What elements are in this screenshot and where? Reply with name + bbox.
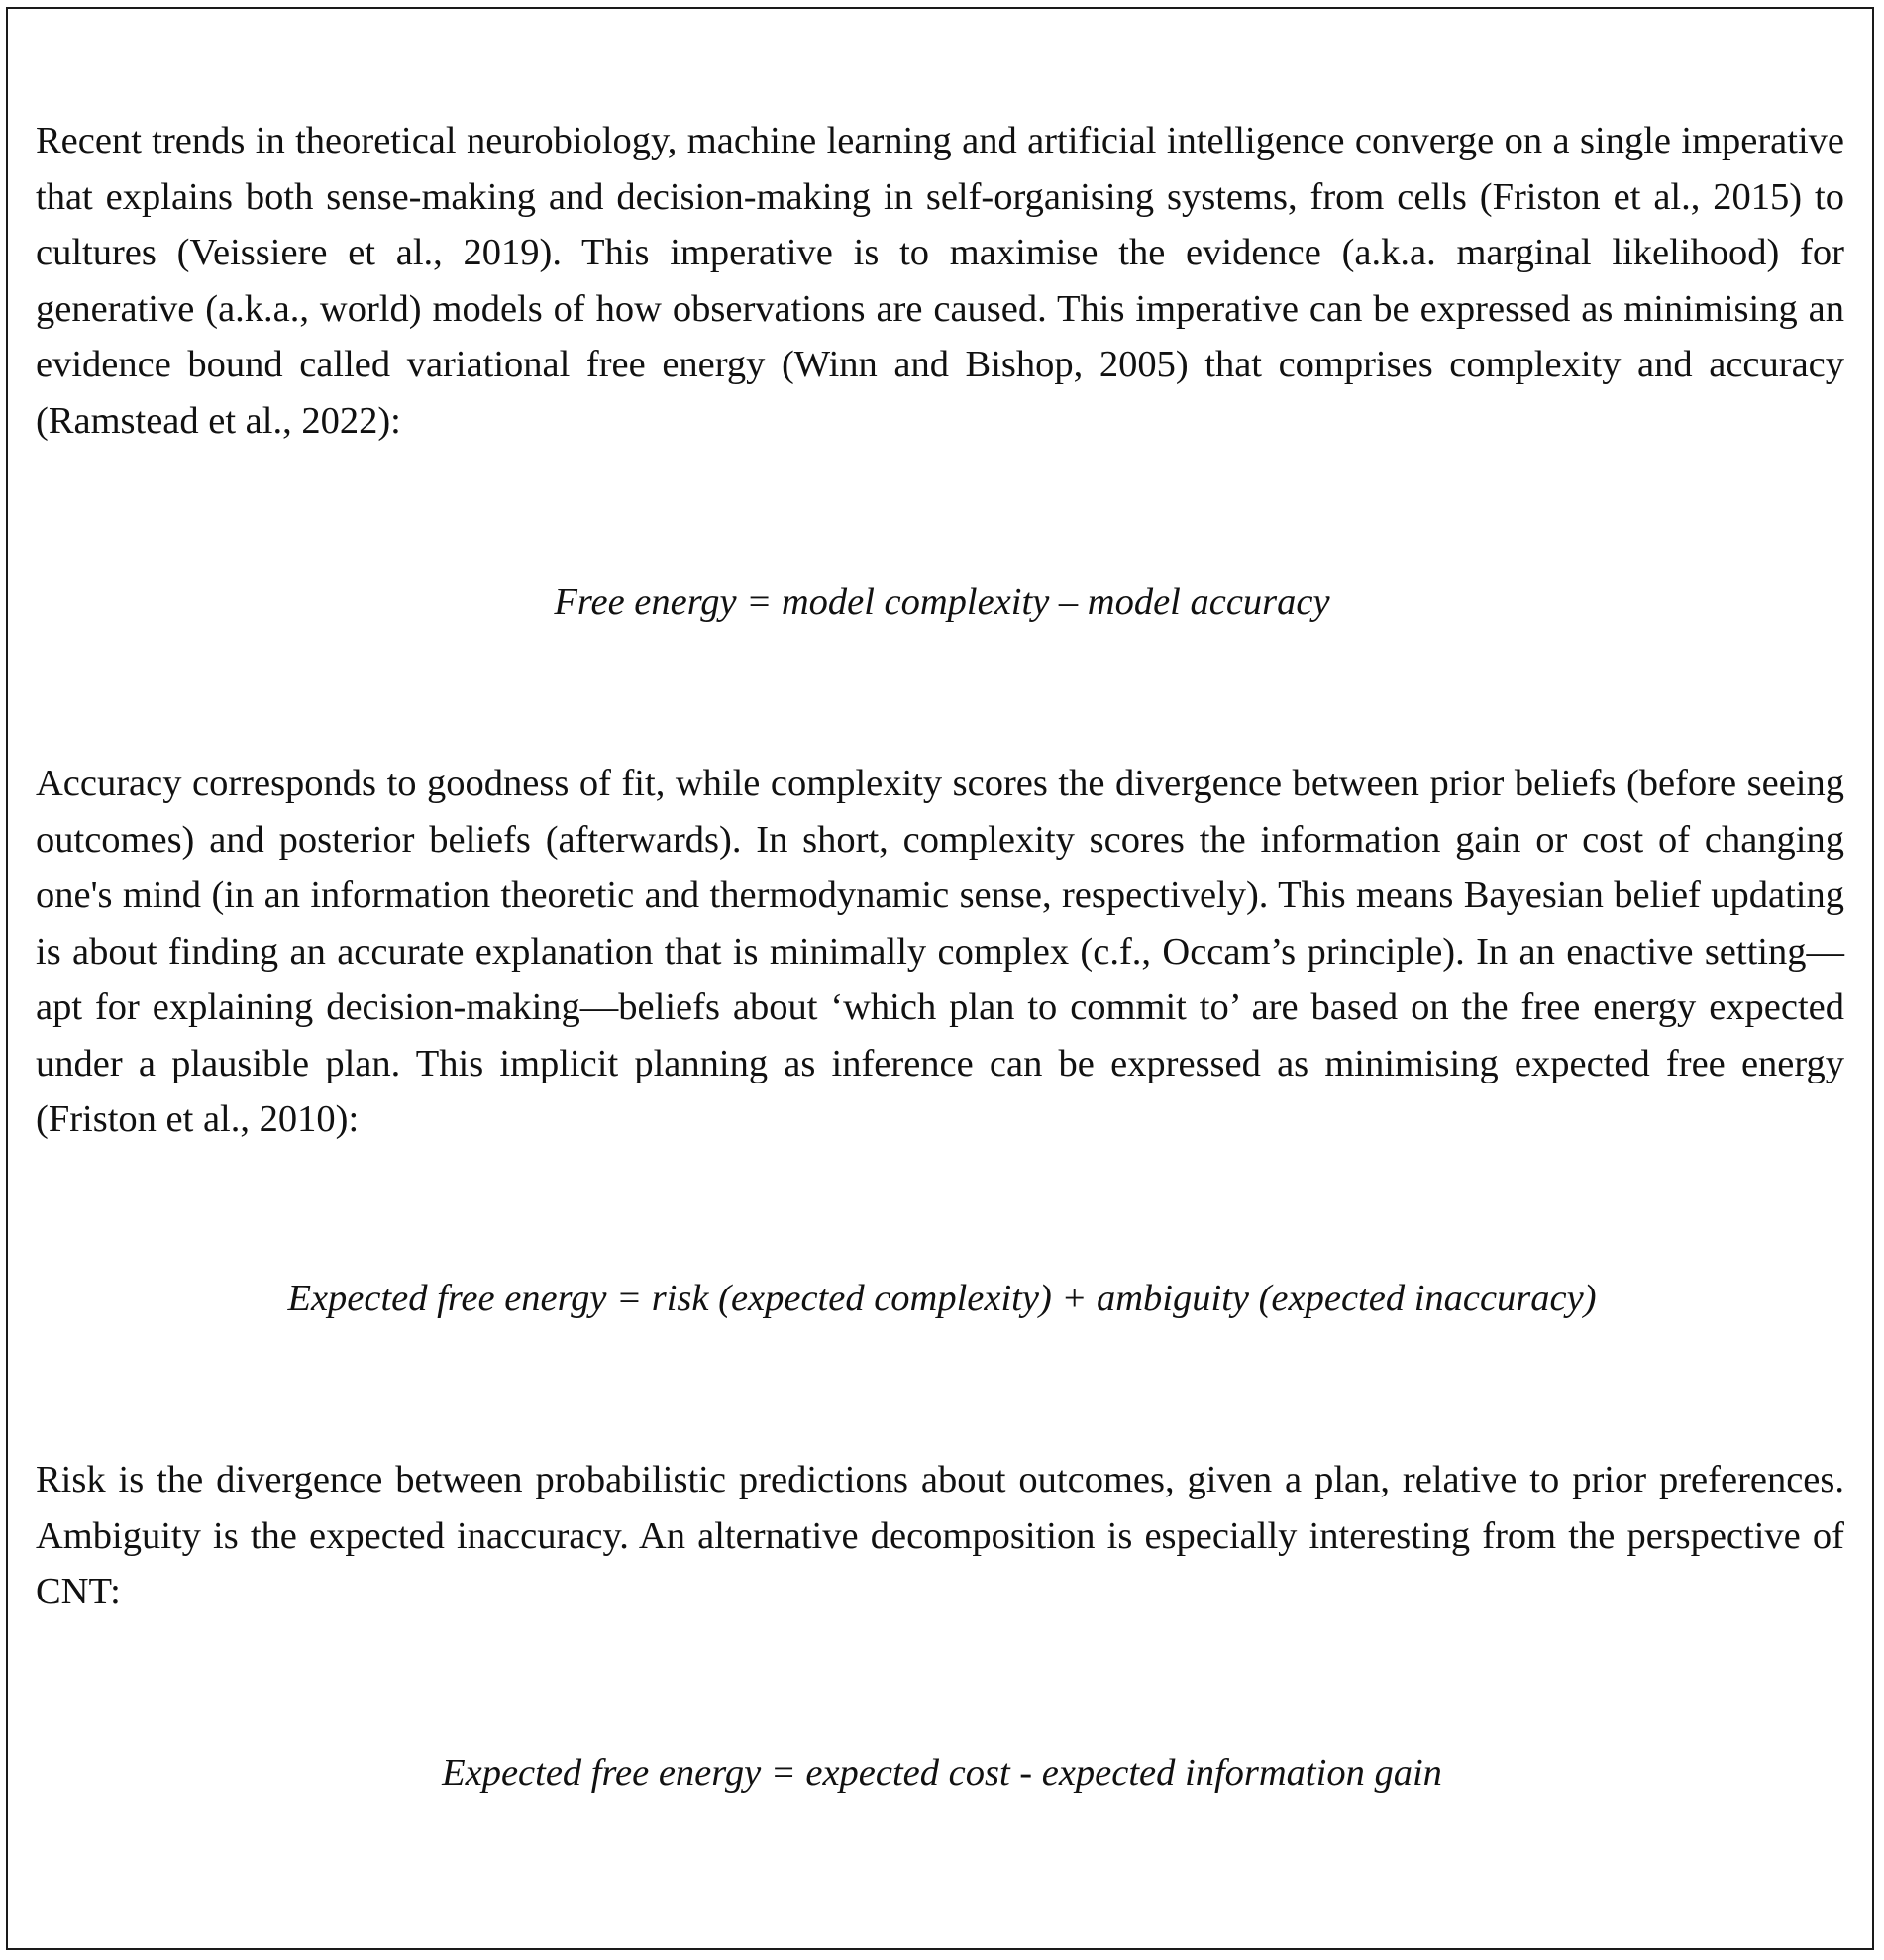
paragraph-risk: Risk is the divergence between probabilistic predictions about outcomes, given a plan, relative to prior preferences. Ambiguity is the expected inaccuracy. An alternative decomposition is especially interesting from the perspective of CNT: <box>36 1459 1844 1612</box>
equation-expected-free-energy-risk: Expected free energy = risk (expected complexity) + ambiguity (expected inaccuracy) <box>287 1278 1597 1319</box>
equation-expected-free-energy-cost: Expected free energy = expected cost - expected information gain <box>442 1752 1442 1794</box>
paragraph-accuracy: Accuracy corresponds to goodness of fit, while complexity scores the divergence between prior beliefs (before seeing outcomes) and posterior beliefs (afterwards). In short, complexity scores the information gain or cost of changing one's mind (in an information theoretic and thermodynamic sense, respectively). This means Bayesian belief updating is about finding an accurate explanation that is minimally complex (c.f., Occam’s principle). In an enactive setting—apt for explaining decision-making—beliefs about ‘which plan to commit to’ are based on the free energy expected under a plausible plan. This implicit planning as inference can be expressed as minimising expected free energy (Friston et al., 2010): <box>36 763 1844 1140</box>
paragraph-intro: Recent trends in theoretical neurobiology, machine learning and artificial intelligence converge on a single imperative that explains both sense-making and decision-making in self-organising systems, from cells (Friston et al., 2015) to cultures (Veissiere et al., 2019). This imperative is to maximise the evidence (a.k.a. marginal likelihood) for generative (a.k.a., world) models of how observations are caused. This imperative can be expressed as minimising an evidence bound called variational free energy (Winn and Bishop, 2005) that comprises complexity and accuracy (Ramstead et al., 2022): <box>36 120 1844 442</box>
equation-free-energy: Free energy = model complexity – model accuracy <box>554 581 1330 623</box>
